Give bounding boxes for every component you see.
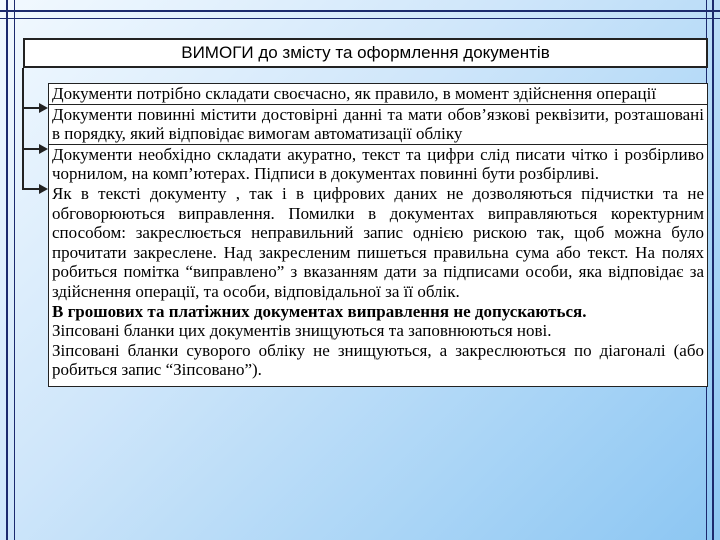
arrow-1-icon	[39, 103, 48, 113]
requirement-3: Документи необхідно складати акуратно, текст та цифри слід писати чітко і розбірливо чорнилом, на комп’ютерах. Підписи в документах повинні бути розбірливі.	[52, 144, 704, 184]
requirements-panel	[48, 83, 708, 387]
arrow-3-icon	[39, 184, 48, 194]
frame-line-top-inner	[0, 18, 720, 19]
arrow-2-icon	[39, 144, 48, 154]
corrections-paragraph: Як в тексті документу , так і в цифрових даних не дозволяються підчистки та не обговорюються виправлення. Помилки в документах виправляються коректурним способом: закреслюється неправильний запис однією рискою так, щоб можна було прочитати закреслене. Над закресленим пишеться правильна сума або текст. На полях робиться помітка “виправлено” з вказанням дати за підписами особи, яка відповідає за здійснення операції, та особи, відповідальної за її облік.	[52, 183, 704, 301]
frame-line-left-outer	[6, 0, 8, 540]
page-title: ВИМОГИ до змісту та оформлення документів	[23, 38, 708, 68]
connector-vertical	[22, 68, 24, 189]
spoiled-forms-2: Зіпсовані бланки суворого обліку не знищуються, а закреслюються по діагоналі (або робиться запис “Зіпсовано”).	[52, 340, 704, 380]
connector-branch-2	[22, 148, 40, 150]
requirement-2: Документи повинні містити достовірні данні та мати обов’язкові реквізити, розташовані в порядку, який відповідає вимогам автоматизації обліку	[48, 105, 708, 145]
frame-line-right-outer	[712, 0, 714, 540]
spoiled-forms-1: Зіпсовані бланки цих документів знищуються та заповнюються нові.	[52, 321, 552, 341]
requirement-1: Документи потрібно складати своєчасно, як правило, в момент здійснення операції	[48, 83, 708, 105]
requirement-3-and-corrections	[48, 145, 708, 387]
connector-branch-1	[22, 107, 40, 109]
frame-line-top-outer	[0, 10, 720, 12]
connector-branch-3	[22, 188, 40, 190]
frame-line-left-inner	[14, 0, 15, 540]
bold-rule: В грошових та платіжних документах виправлення не допускаються.	[52, 301, 587, 321]
